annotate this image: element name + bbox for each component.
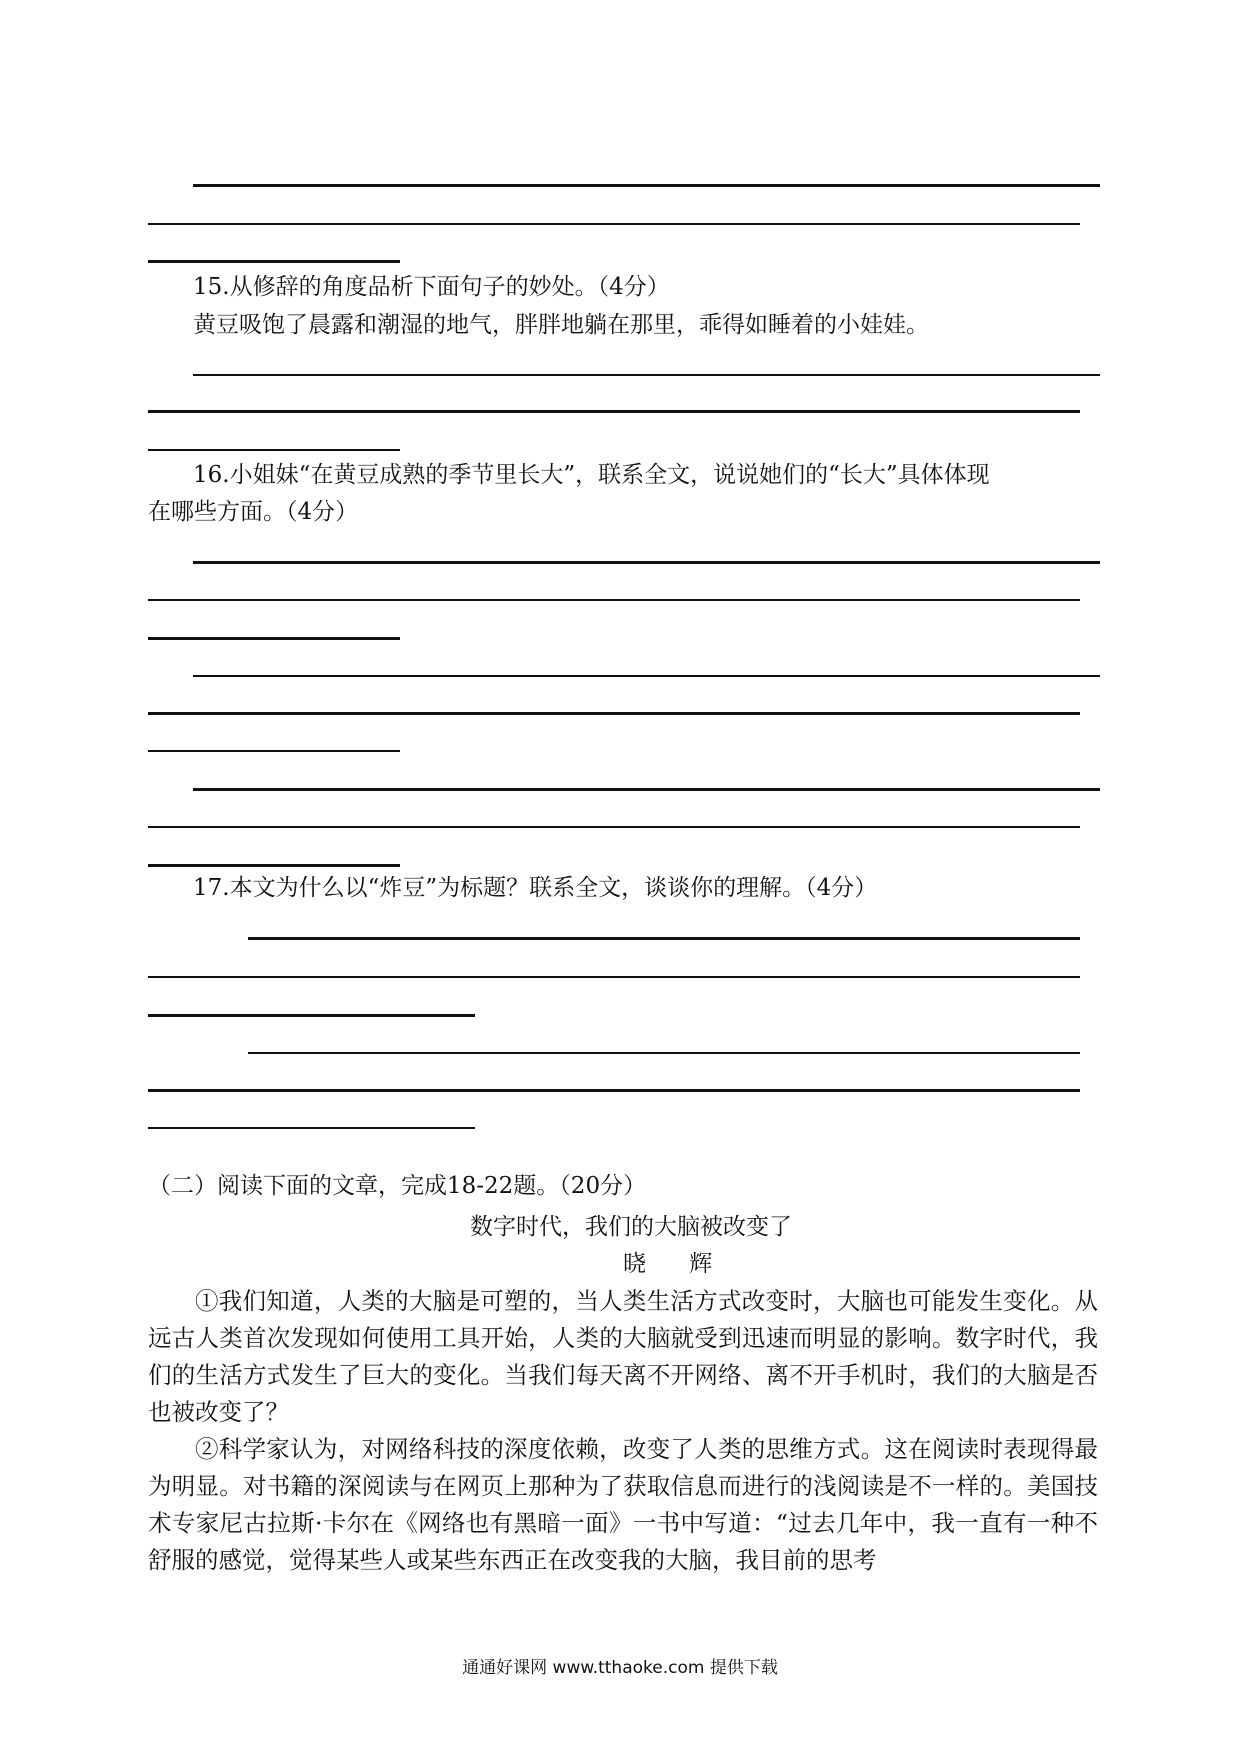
answer-line (148, 599, 1080, 601)
answer-line (148, 1089, 1080, 1092)
answer-line (193, 561, 1100, 564)
question-15-quote: 黄豆吸饱了晨露和潮湿的地气，胖胖地躺在那里，乖得如睡着的小娃娃。 (193, 312, 929, 338)
question-16-prompt-line2: 在哪些方面。（4分） (148, 499, 359, 525)
answer-line (193, 374, 1100, 376)
answer-line (148, 976, 1080, 978)
question-17-prompt: 17.本文为什么以“炸豆”为标题？联系全文，谈谈你的理解。（4分） (193, 875, 878, 901)
section-2-intro: （二）阅读下面的文章，完成18-22题。（20分） (148, 1173, 647, 1199)
page-footer: 通通好课网 www.tthaoke.com 提供下载 (462, 1658, 778, 1678)
answer-line (148, 1014, 475, 1017)
answer-line (193, 184, 1100, 187)
answer-line (193, 675, 1100, 677)
article-paragraph-1: ①我们知道，人类的大脑是可塑的，当人类生活方式改变时，大脑也可能发生变化。从远古人类首次发现如何使用工具开始，人类的大脑就受到迅速而明显的影响。数字时代，我们的生活方式发生了巨大的变化。当我们每天离不开网络、离不开手机时，我们的大脑是否也被改变了？ (148, 1287, 1098, 1426)
article-paragraph-2: ②科学家认为，对网络科技的深度依赖，改变了人类的思维方式。这在阅读时表现得最为明显。对书籍的深阅读与在网页上那种为了获取信息而进行的浅阅读是不一样的。美国技术专家尼古拉斯·卡尔在《网络也有黑暗一面》一书中写道：“过去几年中，我一直有一种不舒服的感觉，觉得某些人或某些东西正在改变我的大脑，我目前的思考 (148, 1435, 1098, 1574)
answer-line (148, 1127, 475, 1129)
question-16-prompt-line1: 16.小姐妹“在黄豆成熟的季节里长大”，联系全文，说说她们的“长大”具体体现 (193, 462, 990, 488)
answer-line (148, 750, 400, 752)
answer-line (148, 637, 400, 640)
answer-line (148, 223, 1080, 225)
answer-line (148, 864, 400, 867)
article-author: 晓 辉 (623, 1251, 731, 1277)
answer-line (148, 260, 400, 263)
answer-line (148, 449, 400, 451)
answer-line (193, 788, 1100, 791)
question-15-prompt: 15.从修辞的角度品析下面句子的妙处。（4分） (193, 274, 670, 300)
answer-line (148, 712, 1080, 715)
answer-line (148, 410, 1080, 413)
answer-line (248, 937, 1080, 940)
article-body (148, 1283, 1098, 1579)
article-title: 数字时代，我们的大脑被改变了 (470, 1214, 792, 1240)
answer-line (248, 1052, 1080, 1054)
answer-line (148, 826, 1080, 828)
